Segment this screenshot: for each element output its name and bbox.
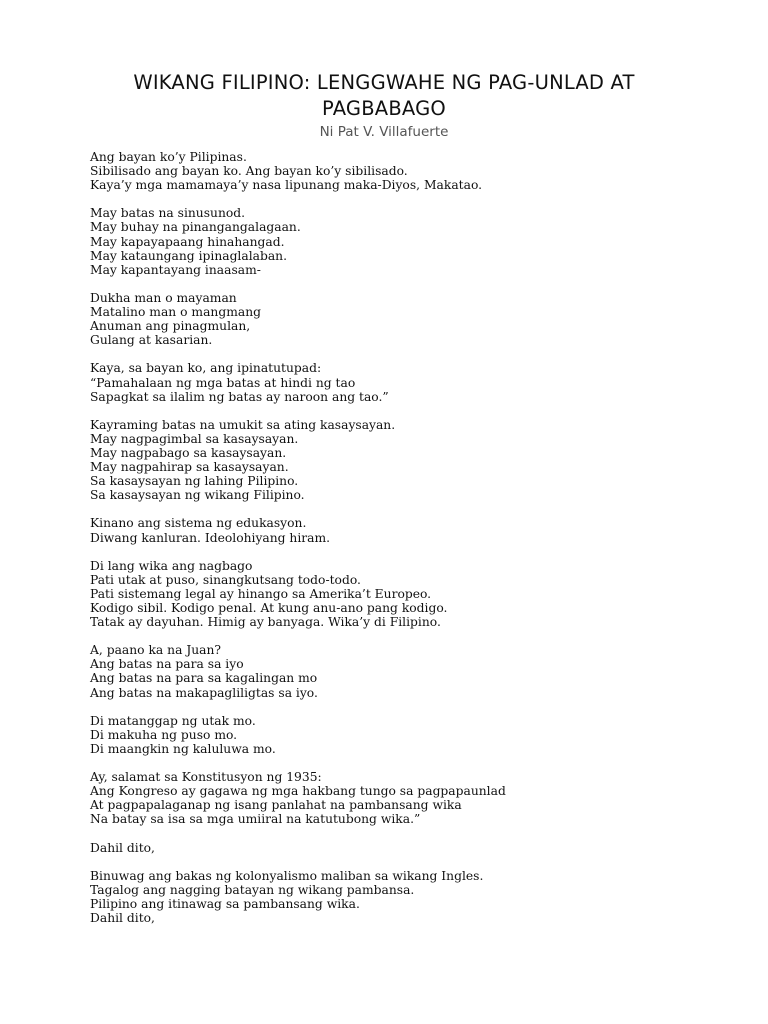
- poem-line: Di makuha ng puso mo.: [90, 727, 238, 742]
- poem-stanza: [90, 869, 690, 925]
- poem-stanza: [90, 418, 690, 503]
- poem-line: Sibilisado ang bayan ko. Ang bayan ko’y sibilisado.: [90, 164, 408, 179]
- poem-line: At pagpapalaganap ng isang panlahat na pambansang wika: [90, 798, 462, 813]
- poem-stanza: [90, 291, 690, 347]
- poem-line: Dahil dito,: [90, 840, 155, 855]
- poem-line: Kinano ang sistema ng edukasyon.: [90, 516, 307, 531]
- poem-line: May kapayapaang hinahangad.: [90, 234, 285, 249]
- poem-line: Dukha man o mayaman: [90, 290, 237, 305]
- poem-line: Ang Kongreso ay gagawa ng mga hakbang tungo sa pagpapaunlad: [90, 784, 506, 799]
- poem-line: “Pamahalaan ng mga batas at hindi ng tao: [90, 375, 356, 390]
- poem-line: Gulang at kasarian.: [90, 333, 213, 348]
- poem-line: May nagpabago sa kasaysayan.: [90, 445, 287, 460]
- poem-stanza: [90, 150, 690, 192]
- poem-line: Kodigo sibil. Kodigo penal. At kung anu-ano pang kodigo.: [90, 601, 448, 615]
- poem-line: Sa kasaysayan ng wikang Filipino.: [90, 488, 305, 503]
- poem-line: Kaya, sa bayan ko, ang ipinatutupad:: [90, 361, 322, 376]
- poem-line: Tagalog ang nagging batayan ng wikang pambansa.: [90, 882, 415, 897]
- poem-line: Ang batas na para sa kagalingan mo: [90, 671, 318, 686]
- poem-stanza: [90, 714, 690, 756]
- poem-stanza: [90, 770, 690, 826]
- poem-stanza: [90, 841, 690, 855]
- poem-line: May kataungang ipinaglalaban.: [90, 248, 287, 263]
- poem-line: A, paano ka na Juan?: [90, 643, 222, 658]
- poem-line: Na batay sa isa sa mga umiiral na katutubong wika.”: [90, 812, 421, 827]
- poem-line: Ang batas na makapagliligtas sa iyo.: [90, 685, 318, 700]
- poem-line: May nagpahirap sa kasaysayan.: [90, 460, 289, 475]
- poem-stanza: [90, 643, 690, 699]
- poem-line: Kaya’y mga mamamaya’y nasa lipunang maka-Diyos, Makatao.: [90, 178, 483, 193]
- poem-line: Binuwag ang bakas ng kolonyalismo maliban sa wikang Ingles.: [90, 868, 484, 883]
- poem-line: May kapantayang inaasam-: [90, 262, 261, 277]
- poem-line: Ang batas na para sa iyo: [90, 657, 244, 672]
- poem-line: Di lang wika ang nagbago: [90, 558, 253, 573]
- poem-line: May batas na sinusunod.: [90, 206, 246, 221]
- poem-stanza: [90, 516, 690, 544]
- poem-line: Tatak ay dayuhan. Himig ay banyaga. Wika’y di Filipino.: [90, 615, 441, 630]
- poem-title: WIKANG FILIPINO: LENGGWAHE NG PAG-UNLAD AT PAGBABAGO: [133, 71, 635, 120]
- poem-line: Dahil dito,: [90, 911, 155, 926]
- poem-line: Ang bayan ko’y Pilipinas.: [90, 150, 247, 164]
- poem-line: Ay, salamat sa Konstitusyon ng 1935:: [90, 770, 322, 785]
- poem-line: Matalino man o mangmang: [90, 305, 261, 320]
- poem-stanza: [90, 559, 690, 629]
- poem-line: Sapagkat sa ilalim ng batas ay naroon ang tao.”: [90, 389, 389, 404]
- poem-stanza: [90, 361, 690, 403]
- poem-line: Diwang kanluran. Ideolohiyang hiram.: [90, 530, 331, 545]
- poem-body: [90, 150, 690, 939]
- poem-stanza: [90, 206, 690, 276]
- poem-line: Sa kasaysayan ng lahing Pilipino.: [90, 474, 299, 489]
- poem-line: May buhay na pinangangalagaan.: [90, 220, 301, 235]
- poem-author: Ni Pat V. Villafuerte: [319, 124, 449, 140]
- poem-line: May nagpagimbal sa kasaysayan.: [90, 431, 299, 446]
- poem-line: Di maangkin ng kaluluwa mo.: [90, 741, 276, 756]
- poem-line: Pati sistemang legal ay hinango sa Amerika’t Europeo.: [90, 586, 432, 601]
- poem-line: Pilipino ang itinawag sa pambansang wika.: [90, 896, 360, 911]
- poem-line: Di matanggap ng utak mo.: [90, 713, 256, 728]
- poem-line: Pati utak at puso, sinangkutsang todo-todo.: [90, 572, 361, 587]
- poem-line: Anuman ang pinagmulan,: [90, 319, 251, 334]
- poem-line: Kayraming batas na umukit sa ating kasaysayan.: [90, 417, 396, 432]
